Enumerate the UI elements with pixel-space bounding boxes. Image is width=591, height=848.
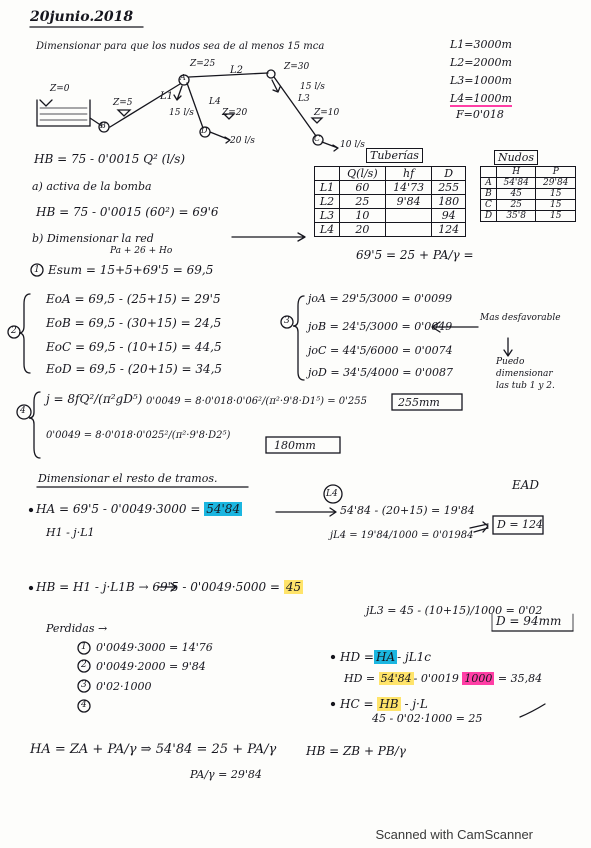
arrow-to-table (232, 233, 305, 241)
l4-equation: 54'84 - (20+15) = 19'84 (340, 504, 475, 517)
nudos-cell: 15 (536, 200, 576, 211)
z-b-label: Z=30 (284, 62, 310, 72)
mas-desfavorable-note: Mas desfavorable (480, 313, 561, 323)
pipe-l2-label: L2 (230, 65, 244, 76)
step-b-subtitle: Pa + 26 + Ho (110, 246, 173, 256)
table-row (315, 209, 466, 223)
node-b-letter: B (100, 121, 106, 130)
d124-answer: D = 124 (497, 518, 544, 531)
final-ha-equation: HA = ZA + PA/γ ⇒ 54'84 = 25 + PA/γ (30, 742, 277, 757)
jo-c: joC = 44'5/6000 = 0'0074 (308, 344, 453, 357)
pipe-l4 (187, 83, 203, 128)
tuberias-header-cell: hf (385, 167, 432, 181)
pipe-l1-label: L1 (160, 91, 174, 102)
tuberias-cell: 124 (432, 223, 466, 237)
l4-badge-label: L4 (326, 489, 338, 499)
tuberias-cell: L2 (315, 195, 340, 209)
d2-answer: 180mm (274, 439, 316, 452)
tuberias-header-cell: Q(l/s) (339, 167, 385, 181)
j-formula: j = 8fQ²/(π²gD⁵) (46, 392, 143, 406)
demand-c: 10 l/s (340, 140, 365, 150)
table-row (481, 178, 576, 189)
pipe-l3-label: L3 (298, 94, 310, 104)
eo-d: EoD = 69,5 - (20+15) = 34,5 (46, 362, 223, 376)
perdida-1: 0'0049·3000 = 14'76 (96, 641, 213, 654)
eo-c: EoC = 69,5 - (10+15) = 44,5 (46, 340, 222, 354)
eo-a: EoA = 69,5 - (25+15) = 29'5 (46, 292, 221, 306)
brace-eo (19, 294, 30, 373)
z-pump-label: Z=5 (113, 98, 133, 108)
j2-equation: 0'0049 = 8·0'018·0'025²/(π²·9'8·D2⁵) (46, 430, 231, 441)
jo-d: joD = 34'5/4000 = 0'0087 (308, 366, 454, 379)
d94-answer: D = 94mm (496, 614, 562, 628)
puedo-note: Puedo dimensionar las tub 1 y 2. (496, 357, 555, 391)
nudos-cell: 25 (496, 200, 536, 211)
demand-b: 15 l/s (300, 82, 325, 92)
table-row (481, 189, 576, 200)
perdida-4-number: 4 (81, 700, 87, 710)
brace-j (29, 392, 40, 458)
tuberias-cell: 20 (339, 223, 385, 237)
tuberias-cell: L3 (315, 209, 340, 223)
tuberias-header-cell: D (432, 167, 466, 181)
step-1-number: 1 (34, 265, 40, 275)
final-hb-equation: HB = ZB + PB/γ (306, 744, 406, 758)
node-d-letter: D (201, 126, 208, 135)
esum-equation: Esum = 15+5+69'5 = 69,5 (48, 263, 214, 277)
pipe-l4-label: L4 (209, 97, 221, 107)
nudos-cell: C (481, 200, 497, 211)
tuberias-cell: L4 (315, 223, 340, 237)
eo-b: EoB = 69,5 - (30+15) = 24,5 (46, 316, 222, 330)
nudos-header-cell (481, 167, 497, 178)
tuberias-cell: 60 (339, 181, 385, 195)
demand-a: 15 l/s (169, 108, 194, 118)
table-row (481, 211, 576, 222)
final-pa-result: PA/γ = 29'84 (190, 768, 262, 781)
hd-equation-2: HD = 54'84 - 0'0019 1000 = 35,84 (344, 672, 543, 685)
node-a-letter: A (180, 73, 186, 82)
tuberias-cell (385, 209, 432, 223)
tuberias-cell: 10 (339, 209, 385, 223)
z-d-label: Z=20 (222, 108, 248, 118)
perdida-3: 0'02·1000 (96, 680, 152, 693)
node-c-letter: C (314, 134, 321, 143)
demand-d: 20 l/s (230, 136, 255, 146)
z-c-label: Z=10 (314, 108, 340, 118)
nudos-cell: D (481, 211, 497, 222)
nudos-cell: 15 (536, 189, 576, 200)
resto-title: Dimensionar el resto de tramos. (38, 472, 218, 485)
tuberias-cell: 255 (432, 181, 466, 195)
length-l2: L2=2000m (450, 56, 512, 69)
nudos-header-row (481, 167, 576, 178)
length-l4: L4=1000m (450, 92, 512, 105)
tuberias-header-row (315, 167, 466, 181)
hb-equation: HB = H1 - j·L1B → 69'5 - 0'0049·5000 = 45 (36, 580, 302, 594)
ha-equation: HA = 69'5 - 0'0049·3000 = 54'84 (36, 502, 241, 516)
length-l3: L3=1000m (450, 74, 512, 87)
tuberias-cell (385, 223, 432, 237)
hc-equation-2: 45 - 0'02·1000 = 25 (372, 712, 483, 725)
friction-factor: F=0'018 (456, 108, 504, 121)
ha-value: 54'84 (206, 502, 241, 516)
step-4-number: 4 (20, 406, 26, 416)
step-3-number: 3 (284, 316, 290, 326)
j1-equation: 0'0049 = 8·0'018·0'06²/(π²·9'8·D1⁵) = 0'255 (146, 396, 367, 407)
pa-equation: 69'5 = 25 + PA/γ = (356, 248, 474, 262)
h1-equation: H1 - j·L1 (46, 526, 95, 539)
jl4-equation: jL4 = 19'84/1000 = 0'01984 (330, 530, 474, 541)
pipe-l2 (189, 73, 268, 77)
nudos-title: Nudos (494, 150, 538, 165)
table-row (481, 200, 576, 211)
tuberias-cell: 25 (339, 195, 385, 209)
brace-jo (293, 296, 304, 380)
nudos-cell: 29'84 (536, 178, 576, 189)
scanner-watermark: Scanned with CamScanner (375, 827, 533, 842)
hc-equation-1: HC = HB - j·L (340, 697, 428, 711)
step-b-title: b) Dimensionar la red (32, 232, 154, 245)
hd-equation-1: HD = HA - jL1c (340, 650, 432, 664)
jo-b: joB = 24'5/3000 = 0'0049 (308, 320, 453, 333)
step-a-equation: HB = 75 - 0'0015 (60²) = 69'6 (36, 205, 219, 219)
perdidas-title: Perdidas → (46, 622, 108, 635)
nudos-cell: 15 (536, 211, 576, 222)
tuberias-cell: L1 (315, 181, 340, 195)
reservoir-icon (37, 100, 90, 126)
z-a-label: Z=25 (190, 59, 216, 69)
problem-statement: Dimensionar para que los nudos sea de al menos 15 mca (36, 41, 325, 52)
water-level-icon (40, 100, 52, 106)
nudos-cell: 54'84 (496, 178, 536, 189)
nudos-cell: B (481, 189, 497, 200)
node-b2-icon (267, 70, 275, 78)
tuberias-header-cell (315, 167, 340, 181)
perdida-1-number: 1 (81, 642, 87, 652)
tuberias-cell: 14'73 (385, 181, 432, 195)
nudos-header-cell: P (536, 167, 576, 178)
table-row (315, 223, 466, 237)
nudos-header-cell: H (496, 167, 536, 178)
nudos-cell: 35'8 (496, 211, 536, 222)
z-reservoir-label: Z=0 (50, 84, 70, 94)
step-2-number: 2 (11, 326, 17, 336)
jl3-equation: jL3 = 45 - (10+15)/1000 = 0'02 (366, 604, 543, 617)
tuberias-table (314, 166, 466, 237)
table-row (315, 181, 466, 195)
tuberias-cell: 9'84 (385, 195, 432, 209)
perdida-2-number: 2 (81, 660, 87, 670)
perdida-2: 0'0049·2000 = 9'84 (96, 660, 206, 673)
nudos-cell: 45 (496, 189, 536, 200)
nudos-cell: A (481, 178, 497, 189)
length-l1: L1=3000m (450, 38, 512, 51)
d1-answer: 255mm (398, 396, 440, 409)
date-heading: 20junio.2018 (30, 9, 134, 25)
ead-label: EAD (512, 478, 540, 492)
tuberias-cell: 180 (432, 195, 466, 209)
pump-equation: HB = 75 - 0'0015 Q² (l/s) (34, 152, 186, 166)
step-a-title: a) activa de la bomba (32, 180, 152, 193)
jo-a: joA = 29'5/3000 = 0'0099 (308, 292, 453, 305)
perdida-3-number: 3 (81, 680, 87, 690)
nudos-table (480, 166, 576, 222)
hb-value: 45 (285, 580, 302, 594)
table-row (315, 195, 466, 209)
tuberias-title: Tuberías (366, 148, 423, 163)
tuberias-cell: 94 (432, 209, 466, 223)
